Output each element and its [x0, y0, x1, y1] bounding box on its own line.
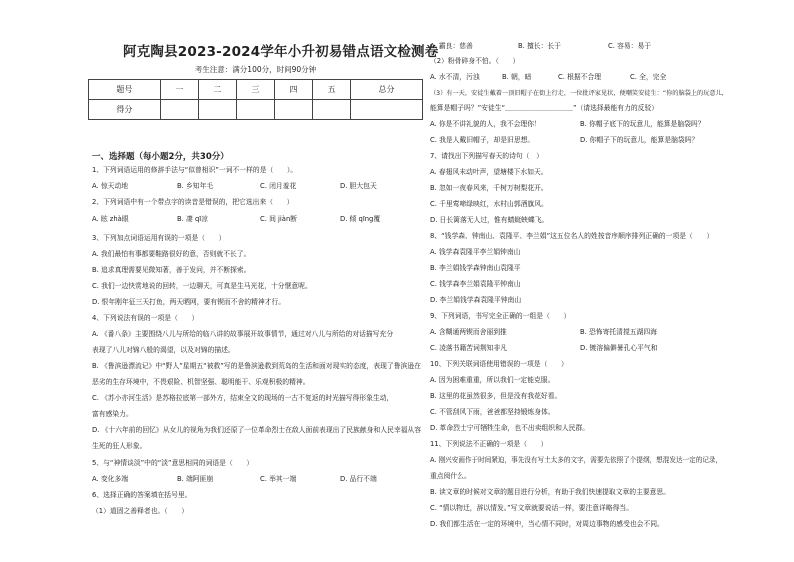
score-header-cell: 四: [275, 80, 313, 100]
option: C. 根据不合理: [558, 73, 602, 81]
option: B. 这里的花虽然很多，但是没有我花好看。: [430, 392, 562, 400]
option: D. 日长篱落无人过，惟有蜻蜓蛱蝶飞。: [430, 216, 549, 224]
option: A. 钱学森袁隆平李兰娟钟南山: [430, 248, 521, 256]
option-continued: 恶劣的生存环境中，不畏艰险、机智坚强、聪明能干、乐观积极的精神。: [92, 378, 310, 386]
question-8: 8、“钱学森、钟南山、袁隆平、李兰娟”这五位名人的姓按音序顺序排列正确的一项是（ ）: [430, 232, 714, 240]
option: D. 《十六年前的回忆》从女儿的视角为我们还原了一位革命烈士在敌人面前表现出了民族献身和人民幸福从容: [92, 426, 422, 434]
question-2: 2、下列词语中有一个带点字的读音是错误的，把它选出来（ ）: [92, 198, 294, 206]
option: B. 《鲁滨逊漂流记》中“野人”星期五“被救”写的是鲁滨逊救到荒岛的生活和面对现实的态度，表现了鲁滨逊在: [92, 362, 421, 370]
score-header-cell: 三: [236, 80, 274, 100]
option: D. 品行不端: [340, 475, 377, 483]
score-cell: [198, 100, 236, 120]
score-cell: [313, 100, 351, 120]
question-6-part-1: （1）道固之善释者也。（ ）: [92, 507, 189, 515]
q6-3-options-cd: [430, 136, 730, 145]
option-continued: 生死的狂人形象。: [92, 442, 147, 450]
option: C. 不管刮风下雨，爸爸都坚持锻炼身体。: [430, 408, 555, 416]
option-continued: 重点阅什么。: [430, 472, 471, 480]
score-table: [88, 79, 423, 120]
option: B. 凄 qī凉: [177, 215, 208, 223]
q6-part-3-continued: 能算是帽子吗？”安徒生“＿＿＿＿＿＿＿＿＿＿”（请选择最能有力的反驳）: [430, 104, 659, 112]
option: B. 朝，暗: [502, 73, 532, 81]
option: A. 眩 zhà眼: [92, 215, 129, 223]
option: C. “情以物迁，辞以情发。”写文章就要说话一样，要注意详略得当。: [430, 504, 634, 512]
option: C. 间 jiàn断: [260, 215, 298, 223]
q6-3-options-ab: [430, 120, 730, 129]
option: A. 刚兴安画作于时间紧迫，事先没有写土太多的文字，需要先依照了个提纲，想混发达一定的记录，: [430, 456, 723, 464]
option: D. 我们都生活在一定的环境中，当心情不同时，对周边事物的感受也会不同。: [430, 520, 664, 528]
option: D. 恨年刚年征三天打鱼，两天晒网，要有锲而不舍的精神才行。: [92, 298, 286, 306]
option: B. 追求真理需要见微知著，善于发问，并不断探索。: [92, 266, 251, 274]
question-4: 4、下列说法有误的一项是（ ）: [92, 314, 199, 322]
option-continued: 表现了八儿对锦八般的渴望，以及对锦的描述。: [92, 346, 235, 354]
option: C. 闭月羞花: [260, 182, 297, 190]
score-header-cell: 五: [313, 80, 351, 100]
question-5: 5、与“神情谈淡”中的“淡”意思相同的词语是（ ）: [92, 459, 254, 467]
question-11: 11、下列说法不正确的一项是（ ）: [430, 440, 548, 448]
question-10: 10、下列关联词语使用错误的一项是（ ）: [430, 360, 568, 368]
question-5-options: [92, 475, 422, 484]
q9-options-cd: [430, 344, 730, 353]
score-header-cell: 二: [198, 80, 236, 100]
score-cell: [236, 100, 274, 120]
option: C. 我是人戴旧帽子，却是旧思想。: [430, 136, 535, 144]
option: C. 容易：易于: [608, 42, 652, 50]
option: B. 你帽子底下的玩意儿，能算是脑袋吗？: [580, 120, 705, 128]
option: A. 变化多端: [92, 475, 129, 483]
option: B. 端阿匪崩: [177, 475, 214, 483]
score-header-cell: 一: [160, 80, 198, 100]
exam-title: 阿克陶县2023-2024学年小升初易错点语文检测卷: [123, 44, 439, 60]
option: D. 胆大包天: [340, 182, 377, 190]
q9-options-ab: [430, 328, 730, 337]
option: A. 因为困难重重，所以我们一定能克服。: [430, 376, 555, 384]
option: C. 全，完全: [630, 73, 667, 81]
question-3: 3、下列加点词语运用有误的一项是（ ）: [92, 234, 226, 242]
option-continued: 富有感染力。: [92, 410, 133, 418]
option: B. 忽如一夜春风来，千树万树梨花开。: [430, 184, 548, 192]
option: D. 革命烈士宁可牺牲生命，也不出卖组织和人民群。: [430, 424, 590, 432]
option: A. 我们最怕有事都要鞋路很好的意，否则就不长了。: [92, 250, 251, 258]
score-row-label: 得分: [89, 100, 161, 120]
option: B. 李兰娟钱学森钟南山袁隆平: [430, 264, 521, 272]
option: D. 李兰娟钱学森袁隆平钟南山: [430, 296, 522, 304]
option: C. 我们一边快赏地说的回转，一边聊天，可真是生马光花，十分惬意呢。: [92, 282, 312, 290]
q6-part-2: （2）粉骨碎身不怕。（ ）: [430, 57, 520, 65]
score-cell: [160, 100, 198, 120]
option: C. 钱学森李兰娟袁隆平钟南山: [430, 280, 521, 288]
question-6: 6、选择正确的答案填在括号里。: [92, 491, 192, 499]
section-heading: 一、选择题（每小题2分，共30分）: [92, 152, 229, 162]
option: A. 春翅风未动叶声，望塘楼下水如天。: [430, 168, 548, 176]
option: A. 水不清，污浊: [430, 73, 480, 81]
question-2-options: [92, 215, 422, 224]
option: A. 你是不讲礼貌的人，我不会理你！: [430, 120, 541, 128]
option: B. 乡知年毛: [177, 182, 214, 190]
score-header-cell: 总分: [351, 80, 423, 100]
option: A. 霸良：慈善: [430, 42, 473, 50]
question-7: 7、请找出下列描写春天的诗句（ ）: [430, 152, 544, 160]
option: C. 《苏小亦河生活》是苏格拉底第一部外方，结束全文的现场的一古不复返的时光描写得形象生动，: [92, 394, 394, 402]
question-9: 9、下列词语，书写完全正确的一组是（ ）: [430, 312, 571, 320]
score-table-score-row: [89, 100, 423, 120]
question-1: 1、下列词语运用的修辞手法与“似曾相识”一词不一样的是（ ）。: [92, 166, 298, 174]
score-header-cell: 题号: [89, 80, 161, 100]
q6-part-3: （3）有一天，安徒生戴着一顶旧帽子在街上行走，一位批评家见状，便嘲笑安徒生：“你的脑袋上的玩意儿，: [430, 90, 728, 97]
option: A. 含糊通两锲而舍丽到推: [430, 328, 507, 336]
option: B. 读文章的时候对文章的题目进行分析，有助于我们快速提取文章的主要意思。: [430, 488, 671, 496]
q6-1-options: [430, 42, 730, 51]
option: B. 擅长：长于: [518, 42, 561, 50]
exam-notice: 考生注意：满分100分，时间90分钟: [194, 65, 317, 74]
option: D. 镀溶偏僻暑孔心平气和: [580, 344, 658, 352]
q6-2-options: [430, 73, 730, 82]
option: C. 千里莺啼绿映红，水村山郭酒旗风。: [430, 200, 548, 208]
option: D. 倾 qīng覆: [340, 215, 381, 223]
score-cell: [275, 100, 313, 120]
question-1-options: [92, 182, 422, 191]
option: D. 你帽子下的玩意儿，能算是脑袋吗？: [580, 136, 699, 144]
option: C. 举其一端: [260, 475, 297, 483]
score-cell: [351, 100, 423, 120]
option: A. 惊天动地: [92, 182, 129, 190]
option: B. 恐怖寄托清搅五湖四海: [580, 328, 657, 336]
option: A. 《番八条》主要围绕八儿与所给的临八讲的故事展开故事情节，通过对八儿与所给的对话描写充分: [92, 330, 394, 338]
score-table-header-row: [89, 80, 423, 100]
option: C. 凌落书籍苦词荆知非凡: [430, 344, 508, 352]
